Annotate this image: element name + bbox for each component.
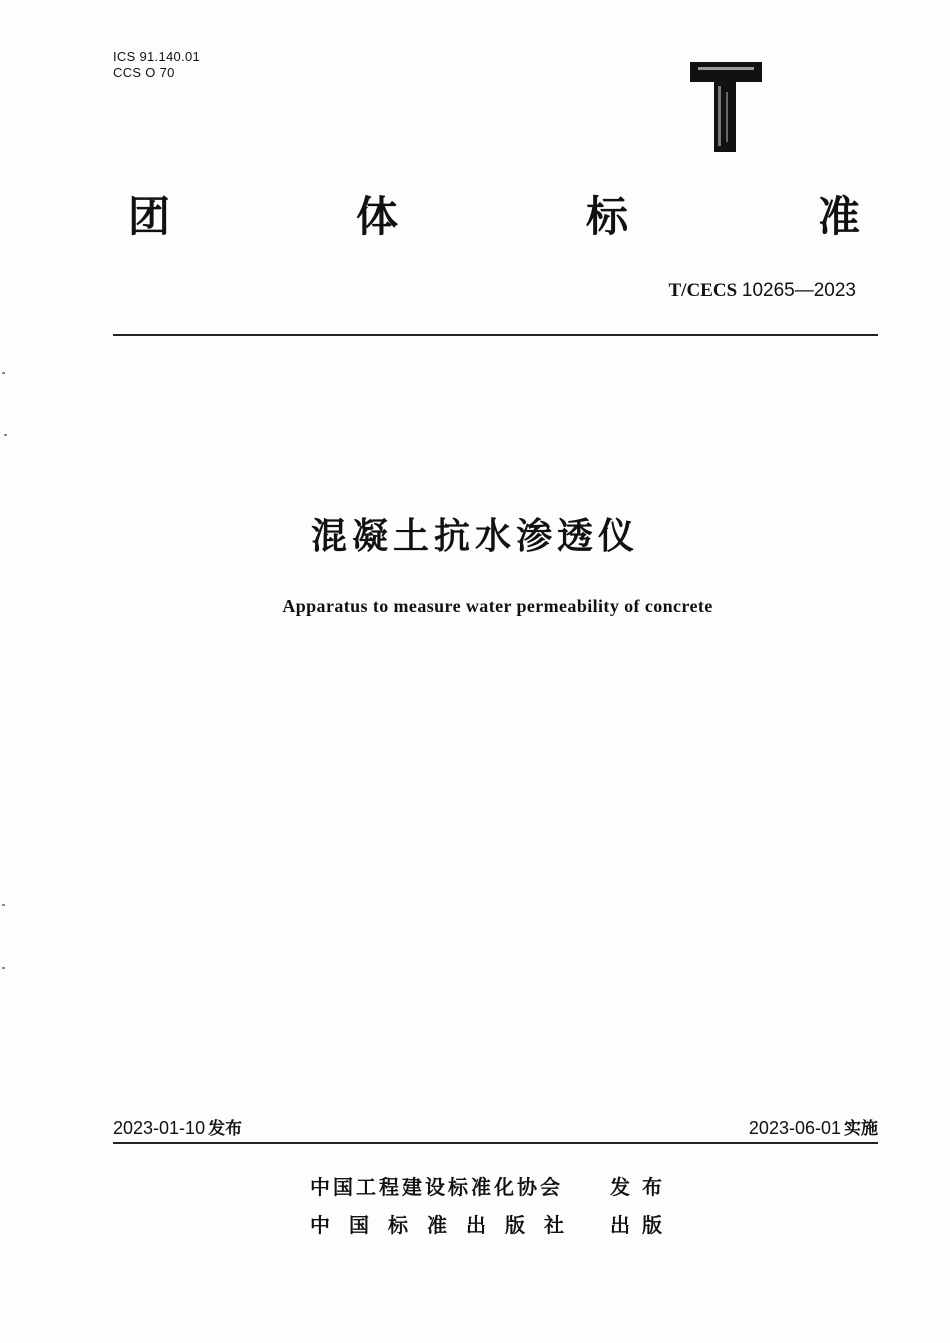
category-char: 准 — [818, 192, 861, 241]
standard-t-logo — [690, 62, 762, 152]
standard-number — [669, 280, 857, 302]
publisher-row — [310, 1171, 674, 1200]
ccs-code: CCS O 70 — [113, 65, 175, 80]
title-english: Apparatus to measure water permeability of concrete — [282, 596, 713, 616]
effective-date — [749, 1114, 878, 1139]
printer-char: 出 — [466, 1213, 486, 1237]
publisher-action: 发布 — [610, 1175, 674, 1199]
scan-speck — [2, 372, 5, 374]
printer-char: 准 — [427, 1213, 447, 1237]
category-heading — [128, 193, 868, 241]
effective-label: 实施 — [844, 1119, 878, 1139]
printer-char: 国 — [349, 1213, 369, 1237]
printer-char: 版 — [505, 1213, 525, 1237]
printer-action: 出版 — [610, 1213, 674, 1237]
title-chinese: 混凝土抗水渗透仪 — [310, 516, 639, 557]
category-char: 团 — [128, 192, 171, 241]
category-char: 标 — [586, 192, 629, 241]
printer-char: 标 — [388, 1213, 408, 1237]
bottom-divider — [113, 1142, 878, 1144]
printer-char: 中 — [310, 1213, 330, 1237]
ics-code: ICS 91.140.01 — [113, 49, 201, 64]
printer-row — [310, 1209, 674, 1238]
standard-code: 10265—2023 — [741, 280, 856, 301]
release-label: 发布 — [208, 1119, 243, 1139]
publisher-org: 中国工程建设标准化协会 — [310, 1175, 563, 1199]
category-char: 体 — [356, 192, 399, 241]
scan-speck — [2, 967, 5, 969]
top-divider — [113, 334, 878, 336]
effective-date-value: 2023-06-01 — [748, 1118, 841, 1138]
printer-org — [310, 1209, 610, 1238]
release-date — [113, 1114, 242, 1139]
classification-codes — [113, 49, 200, 81]
standard-prefix: T/CECS — [668, 280, 738, 301]
printer-char: 社 — [544, 1213, 564, 1237]
scan-speck — [2, 904, 5, 906]
scan-speck — [4, 434, 7, 436]
release-date-value: 2023-01-10 — [113, 1118, 206, 1138]
